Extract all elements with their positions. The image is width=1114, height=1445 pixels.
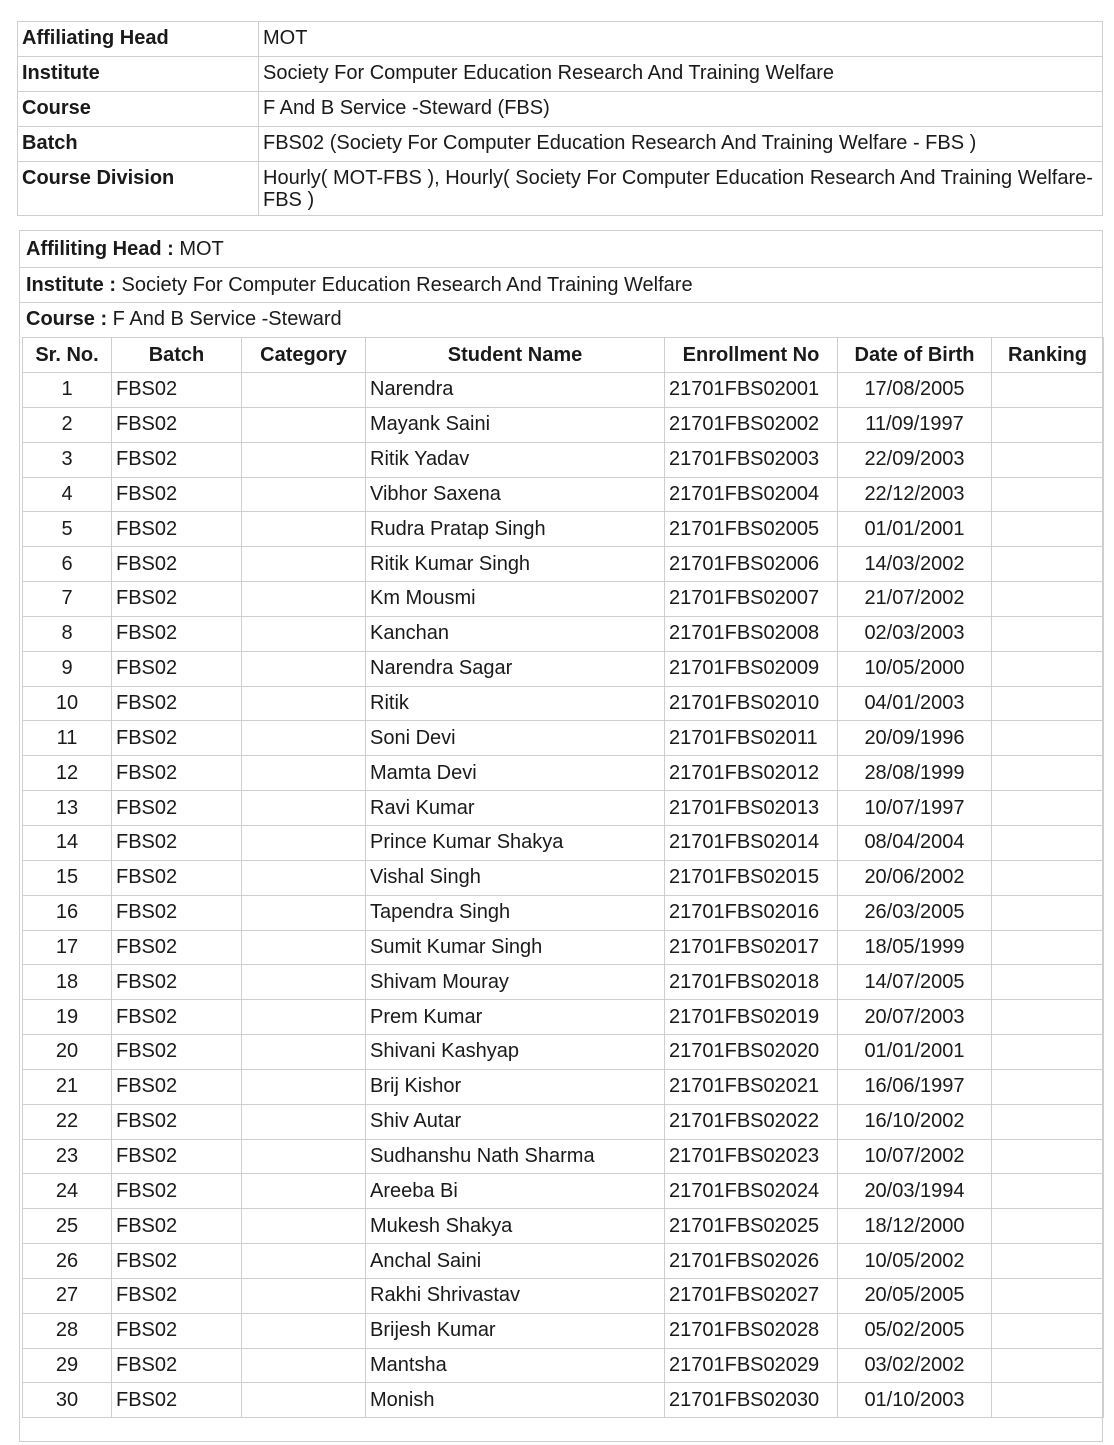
category-cell [242, 721, 366, 756]
sr-no-cell: 1 [23, 373, 112, 408]
category-cell [242, 1174, 366, 1209]
student-name-cell: Ravi Kumar [366, 791, 665, 826]
batch-cell: FBS02 [112, 616, 242, 651]
date-of-birth-cell: 01/10/2003 [838, 1383, 992, 1418]
student-name-cell: Areeba Bi [366, 1174, 665, 1209]
table-row [23, 616, 1104, 651]
category-cell [242, 477, 366, 512]
info-row-institute [18, 57, 1103, 92]
student-name-cell: Shiv Autar [366, 1104, 665, 1139]
student-name-cell: Mantsha [366, 1348, 665, 1383]
student-name-cell: Ritik Yadav [366, 442, 665, 477]
sr-no-cell: 21 [23, 1069, 112, 1104]
enrollment-no-cell: 21701FBS02017 [665, 930, 838, 965]
ranking-cell [992, 721, 1104, 756]
student-name-cell: Prince Kumar Shakya [366, 825, 665, 860]
table-row [23, 1174, 1104, 1209]
student-name-cell: Mayank Saini [366, 407, 665, 442]
ranking-cell [992, 547, 1104, 582]
date-of-birth-cell: 14/07/2005 [838, 965, 992, 1000]
student-name-cell: Brijesh Kumar [366, 1313, 665, 1348]
info-value: F And B Service -Steward (FBS) [259, 92, 1103, 127]
enrollment-no-cell: 21701FBS02013 [665, 791, 838, 826]
ranking-cell [992, 686, 1104, 721]
ranking-cell [992, 1104, 1104, 1139]
sr-no-cell: 16 [23, 895, 112, 930]
date-of-birth-cell: 14/03/2002 [838, 547, 992, 582]
student-name-cell: Ritik [366, 686, 665, 721]
category-cell [242, 1348, 366, 1383]
category-cell [242, 1000, 366, 1035]
student-name-cell: Sumit Kumar Singh [366, 930, 665, 965]
date-of-birth-cell: 20/03/1994 [838, 1174, 992, 1209]
batch-cell: FBS02 [112, 1244, 242, 1279]
category-cell [242, 373, 366, 408]
sr-no-cell: 11 [23, 721, 112, 756]
date-of-birth-cell: 17/08/2005 [838, 373, 992, 408]
enrollment-no-cell: 21701FBS02022 [665, 1104, 838, 1139]
info-row-affiliating-head [18, 22, 1103, 57]
enrollment-no-cell: 21701FBS02024 [665, 1174, 838, 1209]
batch-cell: FBS02 [112, 477, 242, 512]
ranking-cell [992, 825, 1104, 860]
table-row [23, 1000, 1104, 1035]
student-name-cell: Shivam Mouray [366, 965, 665, 1000]
date-of-birth-cell: 21/07/2002 [838, 582, 992, 617]
ranking-cell [992, 1244, 1104, 1279]
table-row [23, 686, 1104, 721]
summary-label: Institute : [26, 274, 116, 296]
column-header-student-name: Student Name [366, 338, 665, 373]
category-cell [242, 407, 366, 442]
table-row [23, 1035, 1104, 1070]
enrollment-no-cell: 21701FBS02001 [665, 373, 838, 408]
enrollment-no-cell: 21701FBS02030 [665, 1383, 838, 1418]
table-row [23, 1104, 1104, 1139]
batch-cell: FBS02 [112, 791, 242, 826]
student-name-cell: Narendra Sagar [366, 651, 665, 686]
category-cell [242, 965, 366, 1000]
sr-no-cell: 24 [23, 1174, 112, 1209]
batch-cell: FBS02 [112, 1000, 242, 1035]
category-cell [242, 1139, 366, 1174]
enrollment-no-cell: 21701FBS02008 [665, 616, 838, 651]
date-of-birth-cell: 28/08/1999 [838, 756, 992, 791]
table-row [23, 1244, 1104, 1279]
date-of-birth-cell: 20/05/2005 [838, 1278, 992, 1313]
batch-cell: FBS02 [112, 930, 242, 965]
student-name-cell: Kanchan [366, 616, 665, 651]
ranking-cell [992, 1278, 1104, 1313]
enrollment-no-cell: 21701FBS02002 [665, 407, 838, 442]
table-row [23, 860, 1104, 895]
enrollment-no-cell: 21701FBS02004 [665, 477, 838, 512]
date-of-birth-cell: 20/09/1996 [838, 721, 992, 756]
enrollment-no-cell: 21701FBS02003 [665, 442, 838, 477]
batch-cell: FBS02 [112, 582, 242, 617]
info-value: Society For Computer Education Research And Training Welfare [259, 57, 1103, 92]
date-of-birth-cell: 22/09/2003 [838, 442, 992, 477]
batch-cell: FBS02 [112, 756, 242, 791]
sr-no-cell: 15 [23, 860, 112, 895]
batch-cell: FBS02 [112, 895, 242, 930]
summary-institute [26, 273, 693, 297]
sr-no-cell: 23 [23, 1139, 112, 1174]
enrollment-no-cell: 21701FBS02011 [665, 721, 838, 756]
batch-cell: FBS02 [112, 512, 242, 547]
sr-no-cell: 26 [23, 1244, 112, 1279]
date-of-birth-cell: 20/07/2003 [838, 1000, 992, 1035]
info-key: Course [18, 92, 259, 127]
table-row [23, 547, 1104, 582]
batch-cell: FBS02 [112, 965, 242, 1000]
ranking-cell [992, 1139, 1104, 1174]
student-name-cell: Brij Kishor [366, 1069, 665, 1104]
ranking-cell [992, 477, 1104, 512]
date-of-birth-cell: 10/07/2002 [838, 1139, 992, 1174]
info-row-course-division [18, 162, 1103, 216]
batch-cell: FBS02 [112, 373, 242, 408]
info-key: Affiliating Head [18, 22, 259, 57]
table-row [23, 1069, 1104, 1104]
category-cell [242, 1209, 366, 1244]
date-of-birth-cell: 01/01/2001 [838, 512, 992, 547]
date-of-birth-cell: 05/02/2005 [838, 1313, 992, 1348]
enrollment-no-cell: 21701FBS02025 [665, 1209, 838, 1244]
student-name-cell: Soni Devi [366, 721, 665, 756]
summary-value: Society For Computer Education Research And Training Welfare [116, 274, 693, 296]
enrollment-no-cell: 21701FBS02026 [665, 1244, 838, 1279]
batch-cell: FBS02 [112, 721, 242, 756]
sr-no-cell: 5 [23, 512, 112, 547]
sr-no-cell: 6 [23, 547, 112, 582]
sr-no-cell: 19 [23, 1000, 112, 1035]
enrollment-no-cell: 21701FBS02006 [665, 547, 838, 582]
info-key: Institute [18, 57, 259, 92]
date-of-birth-cell: 10/07/1997 [838, 791, 992, 826]
sr-no-cell: 30 [23, 1383, 112, 1418]
category-cell [242, 860, 366, 895]
student-table [22, 337, 1104, 1418]
ranking-cell [992, 651, 1104, 686]
table-row [23, 477, 1104, 512]
date-of-birth-cell: 10/05/2002 [838, 1244, 992, 1279]
student-name-cell: Vibhor Saxena [366, 477, 665, 512]
info-row-course [18, 92, 1103, 127]
table-row [23, 721, 1104, 756]
date-of-birth-cell: 18/12/2000 [838, 1209, 992, 1244]
divider [20, 267, 1102, 268]
student-name-cell: Narendra [366, 373, 665, 408]
column-header-batch: Batch [112, 338, 242, 373]
column-header-ranking: Ranking [992, 338, 1104, 373]
sr-no-cell: 12 [23, 756, 112, 791]
ranking-cell [992, 1174, 1104, 1209]
table-row [23, 965, 1104, 1000]
table-row [23, 512, 1104, 547]
info-value: Hourly( MOT-FBS ), Hourly( Society For Computer Education Research And Training Welfare-FBS ) [259, 162, 1103, 216]
date-of-birth-cell: 16/06/1997 [838, 1069, 992, 1104]
ranking-cell [992, 442, 1104, 477]
student-name-cell: Vishal Singh [366, 860, 665, 895]
info-key: Course Division [18, 162, 259, 216]
category-cell [242, 651, 366, 686]
batch-cell: FBS02 [112, 1139, 242, 1174]
divider [20, 302, 1102, 303]
table-row [23, 895, 1104, 930]
date-of-birth-cell: 11/09/1997 [838, 407, 992, 442]
student-name-cell: Anchal Saini [366, 1244, 665, 1279]
info-value: FBS02 (Society For Computer Education Research And Training Welfare - FBS ) [259, 127, 1103, 162]
table-row [23, 1278, 1104, 1313]
date-of-birth-cell: 04/01/2003 [838, 686, 992, 721]
batch-cell: FBS02 [112, 1278, 242, 1313]
category-cell [242, 756, 366, 791]
table-row [23, 651, 1104, 686]
info-value: MOT [259, 22, 1103, 57]
ranking-cell [992, 791, 1104, 826]
student-name-cell: Sudhanshu Nath Sharma [366, 1139, 665, 1174]
batch-cell: FBS02 [112, 1209, 242, 1244]
date-of-birth-cell: 22/12/2003 [838, 477, 992, 512]
category-cell [242, 1035, 366, 1070]
table-row [23, 1209, 1104, 1244]
ranking-cell [992, 582, 1104, 617]
student-name-cell: Rakhi Shrivastav [366, 1278, 665, 1313]
table-row [23, 756, 1104, 791]
ranking-cell [992, 1209, 1104, 1244]
summary-course [26, 307, 342, 331]
ranking-cell [992, 1313, 1104, 1348]
summary-affiliating-head [26, 237, 224, 261]
student-name-cell: Rudra Pratap Singh [366, 512, 665, 547]
sr-no-cell: 28 [23, 1313, 112, 1348]
table-row [23, 1313, 1104, 1348]
info-row-batch [18, 127, 1103, 162]
enrollment-no-cell: 21701FBS02029 [665, 1348, 838, 1383]
enrollment-no-cell: 21701FBS02019 [665, 1000, 838, 1035]
date-of-birth-cell: 08/04/2004 [838, 825, 992, 860]
batch-cell: FBS02 [112, 1174, 242, 1209]
course-info-table [17, 21, 1103, 216]
category-cell [242, 547, 366, 582]
sr-no-cell: 17 [23, 930, 112, 965]
student-name-cell: Monish [366, 1383, 665, 1418]
table-row [23, 791, 1104, 826]
ranking-cell [992, 373, 1104, 408]
student-name-cell: Mamta Devi [366, 756, 665, 791]
category-cell [242, 1069, 366, 1104]
batch-cell: FBS02 [112, 407, 242, 442]
enrollment-no-cell: 21701FBS02018 [665, 965, 838, 1000]
date-of-birth-cell: 16/10/2002 [838, 1104, 992, 1139]
ranking-cell [992, 895, 1104, 930]
ranking-cell [992, 965, 1104, 1000]
enrollment-no-cell: 21701FBS02028 [665, 1313, 838, 1348]
date-of-birth-cell: 03/02/2002 [838, 1348, 992, 1383]
category-cell [242, 442, 366, 477]
ranking-cell [992, 616, 1104, 651]
table-row [23, 1348, 1104, 1383]
summary-value: F And B Service -Steward [107, 308, 342, 330]
enrollment-no-cell: 21701FBS02027 [665, 1278, 838, 1313]
info-key: Batch [18, 127, 259, 162]
category-cell [242, 825, 366, 860]
student-list-panel [19, 230, 1103, 1442]
enrollment-no-cell: 21701FBS02010 [665, 686, 838, 721]
batch-cell: FBS02 [112, 442, 242, 477]
batch-cell: FBS02 [112, 686, 242, 721]
table-row [23, 825, 1104, 860]
ranking-cell [992, 1383, 1104, 1418]
sr-no-cell: 10 [23, 686, 112, 721]
sr-no-cell: 9 [23, 651, 112, 686]
batch-cell: FBS02 [112, 1069, 242, 1104]
category-cell [242, 930, 366, 965]
column-header-sr-no: Sr. No. [23, 338, 112, 373]
category-cell [242, 686, 366, 721]
table-row [23, 582, 1104, 617]
table-row [23, 407, 1104, 442]
category-cell [242, 1313, 366, 1348]
summary-label: Affiliting Head : [26, 238, 174, 260]
sr-no-cell: 7 [23, 582, 112, 617]
enrollment-no-cell: 21701FBS02020 [665, 1035, 838, 1070]
summary-label: Course : [26, 308, 108, 330]
sr-no-cell: 20 [23, 1035, 112, 1070]
category-cell [242, 616, 366, 651]
category-cell [242, 1383, 366, 1418]
enrollment-no-cell: 21701FBS02014 [665, 825, 838, 860]
student-name-cell: Tapendra Singh [366, 895, 665, 930]
category-cell [242, 1104, 366, 1139]
ranking-cell [992, 1069, 1104, 1104]
sr-no-cell: 4 [23, 477, 112, 512]
sr-no-cell: 8 [23, 616, 112, 651]
batch-cell: FBS02 [112, 547, 242, 582]
category-cell [242, 512, 366, 547]
sr-no-cell: 2 [23, 407, 112, 442]
batch-cell: FBS02 [112, 1383, 242, 1418]
table-header-row [23, 338, 1104, 373]
sr-no-cell: 29 [23, 1348, 112, 1383]
table-row [23, 442, 1104, 477]
enrollment-no-cell: 21701FBS02012 [665, 756, 838, 791]
table-row [23, 1139, 1104, 1174]
date-of-birth-cell: 26/03/2005 [838, 895, 992, 930]
ranking-cell [992, 930, 1104, 965]
enrollment-no-cell: 21701FBS02007 [665, 582, 838, 617]
enrollment-no-cell: 21701FBS02023 [665, 1139, 838, 1174]
enrollment-no-cell: 21701FBS02015 [665, 860, 838, 895]
ranking-cell [992, 512, 1104, 547]
category-cell [242, 1278, 366, 1313]
student-name-cell: Shivani Kashyap [366, 1035, 665, 1070]
ranking-cell [992, 756, 1104, 791]
table-row [23, 373, 1104, 408]
student-name-cell: Km Mousmi [366, 582, 665, 617]
ranking-cell [992, 407, 1104, 442]
sr-no-cell: 25 [23, 1209, 112, 1244]
student-name-cell: Ritik Kumar Singh [366, 547, 665, 582]
category-cell [242, 1244, 366, 1279]
date-of-birth-cell: 01/01/2001 [838, 1035, 992, 1070]
batch-cell: FBS02 [112, 1348, 242, 1383]
batch-cell: FBS02 [112, 825, 242, 860]
category-cell [242, 895, 366, 930]
student-name-cell: Prem Kumar [366, 1000, 665, 1035]
sr-no-cell: 14 [23, 825, 112, 860]
ranking-cell [992, 860, 1104, 895]
summary-value: MOT [173, 238, 224, 260]
sr-no-cell: 27 [23, 1278, 112, 1313]
batch-cell: FBS02 [112, 1035, 242, 1070]
enrollment-no-cell: 21701FBS02009 [665, 651, 838, 686]
student-name-cell: Mukesh Shakya [366, 1209, 665, 1244]
sr-no-cell: 22 [23, 1104, 112, 1139]
category-cell [242, 582, 366, 617]
date-of-birth-cell: 20/06/2002 [838, 860, 992, 895]
table-row [23, 930, 1104, 965]
column-header-category: Category [242, 338, 366, 373]
enrollment-no-cell: 21701FBS02016 [665, 895, 838, 930]
student-rows [23, 373, 1104, 1418]
sr-no-cell: 13 [23, 791, 112, 826]
enrollment-no-cell: 21701FBS02005 [665, 512, 838, 547]
category-cell [242, 791, 366, 826]
column-header-date-of-birth: Date of Birth [838, 338, 992, 373]
sr-no-cell: 18 [23, 965, 112, 1000]
ranking-cell [992, 1000, 1104, 1035]
ranking-cell [992, 1348, 1104, 1383]
column-header-enrollment-no: Enrollment No [665, 338, 838, 373]
batch-cell: FBS02 [112, 860, 242, 895]
batch-cell: FBS02 [112, 651, 242, 686]
sr-no-cell: 3 [23, 442, 112, 477]
date-of-birth-cell: 02/03/2003 [838, 616, 992, 651]
date-of-birth-cell: 18/05/1999 [838, 930, 992, 965]
batch-cell: FBS02 [112, 1104, 242, 1139]
batch-cell: FBS02 [112, 1313, 242, 1348]
table-row [23, 1383, 1104, 1418]
date-of-birth-cell: 10/05/2000 [838, 651, 992, 686]
ranking-cell [992, 1035, 1104, 1070]
enrollment-no-cell: 21701FBS02021 [665, 1069, 838, 1104]
